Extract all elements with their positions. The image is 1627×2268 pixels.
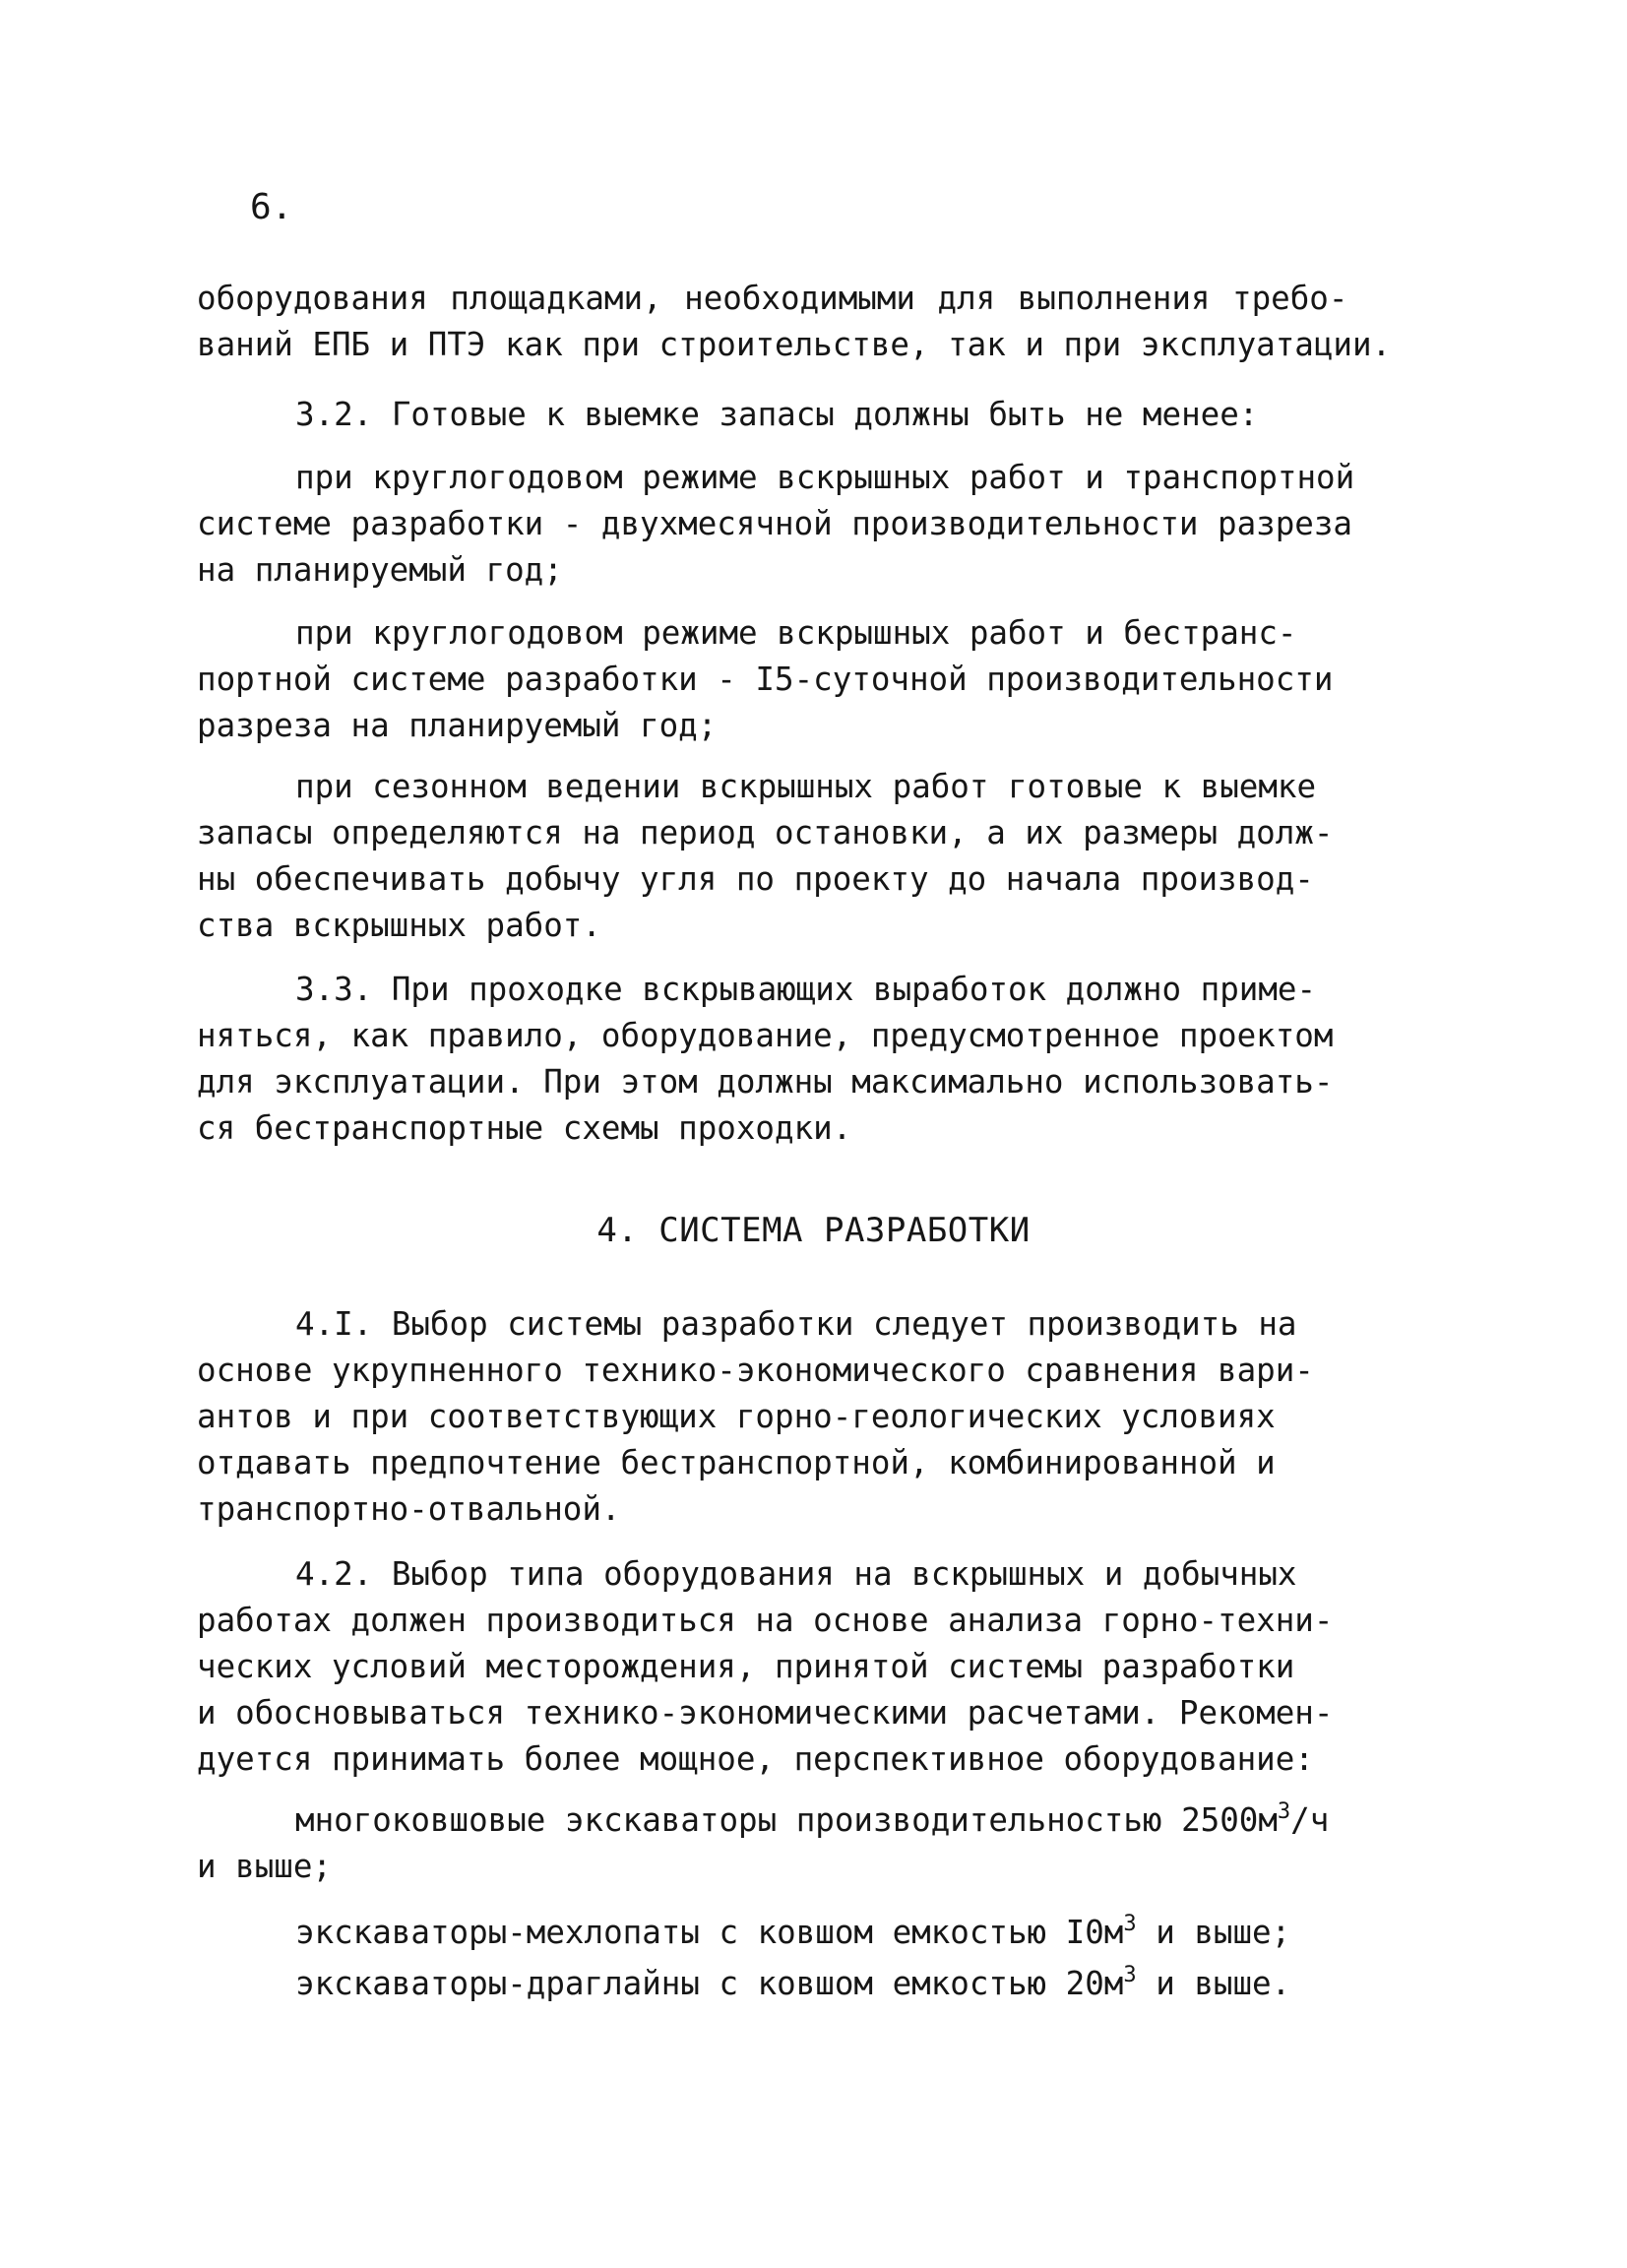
text-line: системе разработки - двухмесячной производительности разреза: [197, 505, 1352, 542]
text-line: портной системе разработки - I5-суточной производительности: [197, 661, 1334, 698]
text-line: дуется принимать более мощное, перспективное оборудование:: [197, 1740, 1314, 1778]
text-line: 4.I. Выбор системы разработки следует производить на: [295, 1305, 1297, 1343]
text-line: ческих условий месторождения, принятой системы разработки: [197, 1648, 1295, 1685]
text-line: ны обеспечивать добычу угля по проекту до начала производ-: [197, 860, 1314, 898]
item-power-shovels: [197, 1910, 1290, 1956]
paragraph-3-3: [197, 967, 1333, 1152]
text-span: и выше.: [1136, 1965, 1291, 2002]
text-line: для эксплуатации. При этом должны максимально использовать-: [197, 1063, 1334, 1101]
text-line: оборудования площадками, необходимыми для выполнения требо-: [197, 280, 1348, 317]
text-span: и выше;: [1136, 1914, 1291, 1951]
text-line: запасы определяются на период остановки, а их размеры долж-: [197, 814, 1334, 851]
text-line: основе укрупненного технико-экономического сравнения вари-: [197, 1352, 1314, 1389]
text-line: на планируемый год;: [197, 551, 563, 589]
text-line: ся бестранспортные схемы проходки.: [197, 1109, 852, 1147]
paragraph-3-2: [197, 392, 1258, 438]
item-draglines: [197, 1961, 1290, 2007]
text-line: антов и при соответствующих горно-геологических условиях: [197, 1398, 1276, 1435]
text-line: [197, 1961, 1290, 2007]
superscript: 3: [1277, 1799, 1291, 1824]
text-line: [197, 1797, 1329, 1844]
text-line: отдавать предпочтение бестранспортной, комбинированной и: [197, 1444, 1276, 1481]
page-number: 6.: [250, 187, 293, 227]
paragraph-seasonal-works: [197, 764, 1333, 949]
text-line: 3.3. При проходке вскрывающих выработок должно приме-: [295, 971, 1317, 1008]
text-span: /ч: [1290, 1801, 1330, 1839]
text-line: при круглогодовом режиме вскрышных работ и бестранс-: [295, 614, 1297, 652]
text-line: 4.2. Выбор типа оборудования на вскрышных и добычных: [295, 1555, 1297, 1593]
text-line: и выше;: [197, 1848, 332, 1885]
text-line: разреза на планируемый год;: [197, 707, 718, 744]
text-line: и обосновываться технико-экономическими расчетами. Рекомен-: [197, 1694, 1334, 1732]
text-line: работах должен производиться на основе анализа горно-техни-: [197, 1602, 1334, 1639]
text-line: няться, как правило, оборудование, предусмотренное проектом: [197, 1017, 1334, 1054]
text-span: экскаваторы-драглайны с ковшом емкостью 20м: [295, 1965, 1124, 2002]
paragraph-nontransport-system: [197, 610, 1333, 749]
text-line: ваний ЕПБ и ПТЭ как при строительстве, так и при эксплуатации.: [197, 326, 1392, 363]
item-bucket-wheel-excavators: [197, 1797, 1329, 1890]
text-line: ства вскрышных работ.: [197, 907, 601, 944]
text-line: транспортно-отвальной.: [197, 1490, 621, 1528]
text-line: при круглогодовом режиме вскрышных работ и транспортной: [295, 459, 1355, 496]
text-span: многоковшовые экскаваторы производительностью 2500м: [295, 1801, 1278, 1839]
paragraph-4-2: [197, 1551, 1333, 1783]
superscript: 3: [1123, 1963, 1137, 1987]
superscript: 3: [1123, 1912, 1137, 1936]
text-line: 3.2. Готовые к выемке запасы должны быть не менее:: [295, 396, 1259, 433]
text-line: [197, 1910, 1290, 1956]
text-line: при сезонном ведении вскрышных работ готовые к выемке: [295, 768, 1317, 805]
paragraph-continuation: [197, 276, 1408, 368]
paragraph-transport-system: [197, 455, 1354, 594]
text-span: экскаваторы-мехлопаты с ковшом емкостью I0м: [295, 1914, 1124, 1951]
paragraph-4-1: [197, 1301, 1314, 1533]
section-heading: 4. СИСТЕМА РАЗРАБОТКИ: [596, 1211, 1031, 1250]
